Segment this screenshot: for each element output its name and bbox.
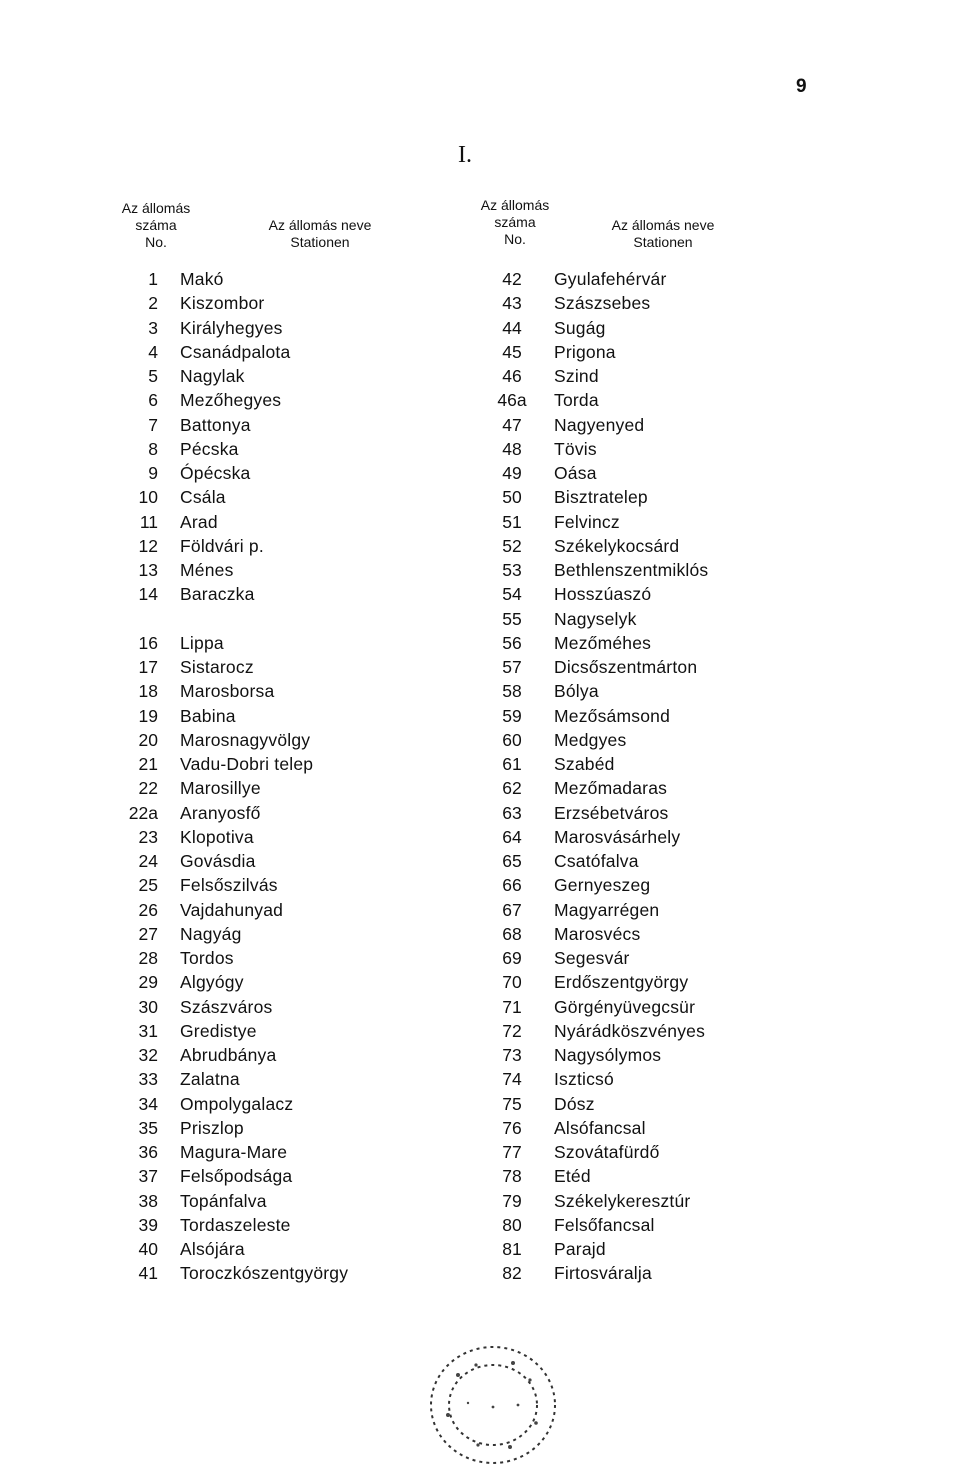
station-row bbox=[108, 1092, 428, 1116]
station-name: Hosszúaszó bbox=[554, 584, 652, 605]
station-name: Nyárádköszvényes bbox=[554, 1020, 706, 1041]
station-row bbox=[470, 1092, 790, 1116]
station-number: 16 bbox=[138, 632, 158, 653]
left-number-column-header bbox=[108, 200, 204, 251]
station-number: 64 bbox=[502, 826, 522, 847]
station-name: Csatófalva bbox=[554, 851, 639, 871]
station-row bbox=[470, 1019, 790, 1043]
station-number: 45 bbox=[502, 341, 522, 362]
page-number: 9 bbox=[796, 76, 807, 97]
station-name: Nagysólymos bbox=[554, 1045, 662, 1065]
station-name: Sistarocz bbox=[180, 657, 254, 677]
station-number: 37 bbox=[138, 1166, 158, 1187]
station-row bbox=[108, 1213, 428, 1237]
station-name: Vajdahunyad bbox=[180, 899, 284, 920]
station-row bbox=[470, 922, 790, 946]
station-name: Toroczkószentgyörgy bbox=[180, 1263, 349, 1284]
station-number: 62 bbox=[502, 778, 522, 799]
station-number: 63 bbox=[502, 802, 522, 823]
station-row bbox=[470, 413, 790, 437]
station-row bbox=[470, 1043, 790, 1067]
station-name: Tövis bbox=[554, 438, 597, 459]
station-row bbox=[108, 485, 428, 509]
station-row bbox=[470, 801, 790, 825]
station-number: 12 bbox=[138, 535, 158, 556]
header-line: Az állomás bbox=[480, 197, 550, 213]
station-number: 33 bbox=[138, 1069, 158, 1090]
station-name: Bólya bbox=[554, 681, 599, 702]
station-name: Felsőpodsága bbox=[180, 1166, 293, 1187]
station-row bbox=[108, 340, 428, 364]
station-name: Govásdia bbox=[180, 851, 256, 871]
station-row bbox=[470, 825, 790, 849]
station-name: Marosborsa bbox=[180, 681, 275, 702]
station-name: Csála bbox=[180, 487, 226, 508]
station-name: Szovátafürdő bbox=[554, 1142, 660, 1162]
station-row bbox=[108, 752, 428, 776]
station-number: 1 bbox=[148, 269, 158, 289]
header-line: száma bbox=[494, 214, 536, 230]
header-line: Stationen bbox=[633, 234, 693, 250]
station-number: 23 bbox=[138, 826, 158, 847]
station-number: 46 bbox=[502, 366, 522, 386]
station-name: Mezősámsond bbox=[554, 705, 671, 726]
station-name: Ompolygalacz bbox=[180, 1093, 294, 1114]
station-row bbox=[470, 510, 790, 534]
station-name: Abrudbánya bbox=[180, 1045, 277, 1065]
station-row bbox=[108, 534, 428, 558]
station-row bbox=[108, 461, 428, 485]
station-row bbox=[108, 873, 428, 897]
station-row bbox=[108, 970, 428, 994]
station-number: 81 bbox=[502, 1239, 522, 1259]
station-name: Klopotiva bbox=[180, 826, 254, 847]
station-number: 50 bbox=[502, 487, 522, 508]
station-row bbox=[108, 1116, 428, 1140]
station-number: 47 bbox=[502, 414, 522, 435]
station-number: 57 bbox=[502, 657, 522, 677]
section-heading: I. bbox=[458, 142, 472, 168]
station-row bbox=[108, 413, 428, 437]
station-name: Medgyes bbox=[554, 729, 627, 750]
station-row bbox=[108, 655, 428, 679]
station-number: 3 bbox=[148, 317, 158, 338]
station-row bbox=[470, 267, 790, 291]
station-number: 29 bbox=[138, 972, 158, 993]
station-name: Bisztratelep bbox=[554, 487, 648, 508]
station-number: 7 bbox=[148, 414, 158, 435]
station-row bbox=[108, 849, 428, 873]
station-name: Zalatna bbox=[180, 1069, 240, 1090]
station-number: 61 bbox=[502, 754, 522, 774]
station-name: Szászsebes bbox=[554, 293, 651, 314]
station-name: Segesvár bbox=[554, 948, 630, 968]
station-name: Szind bbox=[554, 366, 599, 386]
station-number: 19 bbox=[138, 705, 158, 726]
station-row bbox=[470, 558, 790, 582]
station-row bbox=[108, 995, 428, 1019]
station-row bbox=[108, 510, 428, 534]
station-number: 21 bbox=[138, 754, 158, 774]
station-row bbox=[470, 340, 790, 364]
station-name: Mezőméhes bbox=[554, 632, 652, 653]
station-number: 55 bbox=[502, 608, 522, 629]
station-number: 10 bbox=[138, 487, 158, 508]
station-row bbox=[108, 1261, 428, 1285]
station-name: Algyógy bbox=[180, 972, 244, 993]
station-name: Nagyselyk bbox=[554, 608, 637, 629]
station-row bbox=[108, 704, 428, 728]
station-row bbox=[108, 946, 428, 970]
station-number: 46a bbox=[497, 390, 527, 411]
station-number: 35 bbox=[138, 1117, 158, 1138]
station-name: Alsófancsal bbox=[554, 1117, 646, 1138]
station-row bbox=[108, 364, 428, 388]
station-number: 24 bbox=[138, 851, 158, 871]
station-number: 36 bbox=[138, 1142, 158, 1162]
station-row bbox=[470, 582, 790, 606]
station-name: Földvári p. bbox=[180, 535, 264, 556]
station-row bbox=[470, 607, 790, 631]
station-name: Magura-Mare bbox=[180, 1142, 288, 1162]
station-number: 54 bbox=[502, 584, 522, 605]
station-name: Baraczka bbox=[180, 584, 255, 605]
station-number: 72 bbox=[502, 1020, 522, 1041]
station-name: Nagylak bbox=[180, 366, 245, 386]
station-number: 32 bbox=[138, 1045, 158, 1065]
station-number: 44 bbox=[502, 317, 522, 338]
station-row bbox=[108, 267, 428, 291]
station-number: 30 bbox=[138, 996, 158, 1017]
station-number: 40 bbox=[138, 1239, 158, 1259]
station-name: Makó bbox=[180, 269, 224, 289]
station-row bbox=[470, 679, 790, 703]
station-row bbox=[108, 679, 428, 703]
station-number: 48 bbox=[502, 438, 522, 459]
station-number: 41 bbox=[138, 1263, 158, 1284]
station-number: 74 bbox=[502, 1069, 522, 1090]
station-row bbox=[108, 776, 428, 800]
station-row bbox=[108, 388, 428, 412]
station-name: Dósz bbox=[554, 1093, 595, 1114]
station-number: 69 bbox=[502, 948, 522, 968]
station-name: Topánfalva bbox=[180, 1190, 267, 1211]
station-number: 53 bbox=[502, 560, 522, 580]
station-name: Szabéd bbox=[554, 754, 615, 774]
station-number: 80 bbox=[502, 1214, 522, 1235]
station-row bbox=[108, 825, 428, 849]
station-row bbox=[470, 873, 790, 897]
station-number: 28 bbox=[138, 948, 158, 968]
station-row bbox=[108, 1043, 428, 1067]
station-row bbox=[470, 437, 790, 461]
station-number: 20 bbox=[138, 729, 158, 750]
header-line: Az állomás bbox=[121, 200, 191, 216]
station-number: 11 bbox=[139, 511, 158, 532]
station-name: Oása bbox=[554, 463, 597, 483]
station-number: 6 bbox=[148, 390, 158, 411]
right-name-column-header bbox=[596, 217, 730, 251]
station-name: Mezőhegyes bbox=[180, 390, 282, 411]
station-name: Magyarrégen bbox=[554, 899, 660, 920]
station-number: 58 bbox=[502, 681, 522, 702]
station-number: 26 bbox=[138, 899, 158, 920]
station-row bbox=[470, 485, 790, 509]
station-name: Dicsőszentmárton bbox=[554, 657, 698, 677]
station-name: Firtosváralja bbox=[554, 1263, 652, 1284]
header-line: Az állomás neve bbox=[268, 217, 372, 233]
station-row bbox=[108, 898, 428, 922]
station-name: Tordaszeleste bbox=[180, 1214, 291, 1235]
library-stamp bbox=[418, 1335, 568, 1475]
left-name-column-header bbox=[250, 217, 390, 251]
station-name: Gernyeszeg bbox=[554, 875, 651, 896]
station-row bbox=[108, 1164, 428, 1188]
station-name: Vadu-Dobri telep bbox=[180, 754, 314, 774]
station-name: Aranyosfő bbox=[180, 802, 261, 823]
station-row bbox=[470, 1261, 790, 1285]
station-row bbox=[108, 558, 428, 582]
station-number: 22a bbox=[128, 802, 158, 823]
right-station-list bbox=[470, 267, 790, 1286]
station-row bbox=[108, 316, 428, 340]
station-row bbox=[108, 922, 428, 946]
station-name: Csanádpalota bbox=[180, 341, 291, 362]
station-name: Felsőfancsal bbox=[554, 1214, 655, 1235]
station-row bbox=[470, 1213, 790, 1237]
station-number: 71 bbox=[502, 996, 522, 1017]
station-name: Erdőszentgyörgy bbox=[554, 972, 689, 993]
station-name: Székelykocsárd bbox=[554, 535, 680, 556]
station-row bbox=[108, 801, 428, 825]
station-name: Felvincz bbox=[554, 511, 620, 532]
station-row bbox=[470, 1067, 790, 1091]
station-number: 27 bbox=[138, 923, 158, 944]
station-number: 34 bbox=[138, 1093, 158, 1114]
station-number: 67 bbox=[502, 899, 522, 920]
station-name: Etéd bbox=[554, 1166, 591, 1187]
station-name: Pécska bbox=[180, 438, 239, 459]
station-number: 68 bbox=[502, 923, 522, 944]
station-number: 42 bbox=[502, 269, 522, 289]
station-row bbox=[470, 752, 790, 776]
station-row bbox=[470, 898, 790, 922]
station-number: 60 bbox=[502, 729, 522, 750]
station-number: 82 bbox=[502, 1263, 522, 1284]
right-number-column-header bbox=[455, 197, 575, 248]
station-number: 49 bbox=[502, 463, 522, 483]
header-line: No. bbox=[504, 231, 526, 247]
station-name: Torda bbox=[554, 390, 599, 411]
station-name: Marosillye bbox=[180, 778, 261, 799]
station-row bbox=[470, 655, 790, 679]
station-row bbox=[108, 1140, 428, 1164]
station-name: Székelykeresztúr bbox=[554, 1190, 691, 1211]
station-name: Nagyág bbox=[180, 923, 242, 944]
header-line: No. bbox=[145, 234, 167, 250]
station-name: Szászváros bbox=[180, 996, 273, 1017]
station-name: Prigona bbox=[554, 341, 616, 362]
station-row bbox=[108, 1237, 428, 1261]
station-number: 17 bbox=[138, 657, 158, 677]
station-number: 43 bbox=[502, 293, 522, 314]
station-row bbox=[470, 1237, 790, 1261]
station-row bbox=[470, 1140, 790, 1164]
station-name: Ménes bbox=[180, 560, 234, 580]
station-name: Arad bbox=[180, 511, 218, 532]
station-row bbox=[108, 1189, 428, 1213]
station-number: 51 bbox=[502, 511, 522, 532]
station-number: 73 bbox=[502, 1045, 522, 1065]
station-row bbox=[470, 316, 790, 340]
station-number: 22 bbox=[138, 778, 158, 799]
station-name: Parajd bbox=[554, 1239, 606, 1259]
station-number: 76 bbox=[502, 1117, 522, 1138]
station-name: Tordos bbox=[180, 948, 234, 968]
station-number: 14 bbox=[138, 584, 158, 605]
station-name: Görgényüvegcsür bbox=[554, 996, 696, 1017]
station-name: Bethlenszentmiklós bbox=[554, 560, 709, 580]
station-row bbox=[470, 995, 790, 1019]
station-row bbox=[470, 631, 790, 655]
station-name: Mezőmadaras bbox=[554, 778, 668, 799]
station-row bbox=[108, 582, 428, 606]
station-number: 13 bbox=[138, 560, 158, 580]
station-name: Gyulafehérvár bbox=[554, 269, 667, 289]
station-row bbox=[108, 437, 428, 461]
station-row bbox=[470, 970, 790, 994]
station-row bbox=[470, 776, 790, 800]
station-number: 70 bbox=[502, 972, 522, 993]
station-number: 75 bbox=[502, 1093, 522, 1114]
station-name: Sugág bbox=[554, 317, 606, 338]
station-number: 18 bbox=[138, 681, 158, 702]
station-number: 39 bbox=[138, 1214, 158, 1235]
station-number: 31 bbox=[138, 1020, 158, 1041]
station-name: Iszticsó bbox=[554, 1069, 614, 1090]
station-number: 38 bbox=[138, 1190, 158, 1211]
station-name: Királyhegyes bbox=[180, 317, 283, 338]
station-row bbox=[470, 946, 790, 970]
station-row bbox=[108, 291, 428, 315]
station-name: Marosvécs bbox=[554, 923, 641, 944]
station-name: Battonya bbox=[180, 414, 251, 435]
station-number: 8 bbox=[148, 438, 158, 459]
station-number: 77 bbox=[502, 1142, 522, 1162]
station-number: 25 bbox=[138, 875, 158, 896]
station-row bbox=[470, 364, 790, 388]
station-row bbox=[470, 1116, 790, 1140]
station-number: 52 bbox=[502, 535, 522, 556]
station-number: 2 bbox=[148, 293, 158, 314]
station-number: 4 bbox=[148, 341, 158, 362]
station-row bbox=[108, 607, 428, 631]
station-number: 5 bbox=[148, 366, 158, 386]
header-line: száma bbox=[135, 217, 177, 233]
header-line: Az állomás neve bbox=[611, 217, 715, 233]
station-name: Babina bbox=[180, 705, 236, 726]
station-number: 78 bbox=[502, 1166, 522, 1187]
left-station-list bbox=[108, 267, 428, 1286]
station-name: Nagyenyed bbox=[554, 414, 645, 435]
header-line: Stationen bbox=[290, 234, 350, 250]
station-name: Marosnagyvölgy bbox=[180, 729, 311, 750]
station-row bbox=[470, 291, 790, 315]
station-number: 79 bbox=[502, 1190, 522, 1211]
station-row bbox=[108, 1067, 428, 1091]
station-name: Felsőszilvás bbox=[180, 875, 278, 896]
station-row bbox=[108, 1019, 428, 1043]
station-name: Kiszombor bbox=[180, 293, 265, 314]
station-name: Marosvásárhely bbox=[554, 826, 681, 847]
station-row bbox=[108, 631, 428, 655]
station-number: 9 bbox=[148, 463, 158, 483]
station-number: 56 bbox=[502, 632, 522, 653]
station-row bbox=[470, 1164, 790, 1188]
station-row bbox=[470, 461, 790, 485]
station-row bbox=[470, 1189, 790, 1213]
station-row bbox=[470, 534, 790, 558]
station-number: 66 bbox=[502, 875, 522, 896]
station-name: Erzsébetváros bbox=[554, 802, 669, 823]
station-number: 59 bbox=[502, 705, 522, 726]
station-row bbox=[470, 388, 790, 412]
station-name: Alsójára bbox=[180, 1239, 245, 1259]
station-name: Ópécska bbox=[180, 463, 251, 483]
station-row bbox=[470, 728, 790, 752]
station-number: 65 bbox=[502, 851, 522, 871]
station-name: Lippa bbox=[180, 632, 224, 653]
station-row bbox=[470, 849, 790, 873]
station-name: Priszlop bbox=[180, 1117, 244, 1138]
station-name: Gredistye bbox=[180, 1020, 257, 1041]
station-row bbox=[470, 704, 790, 728]
station-row bbox=[108, 728, 428, 752]
